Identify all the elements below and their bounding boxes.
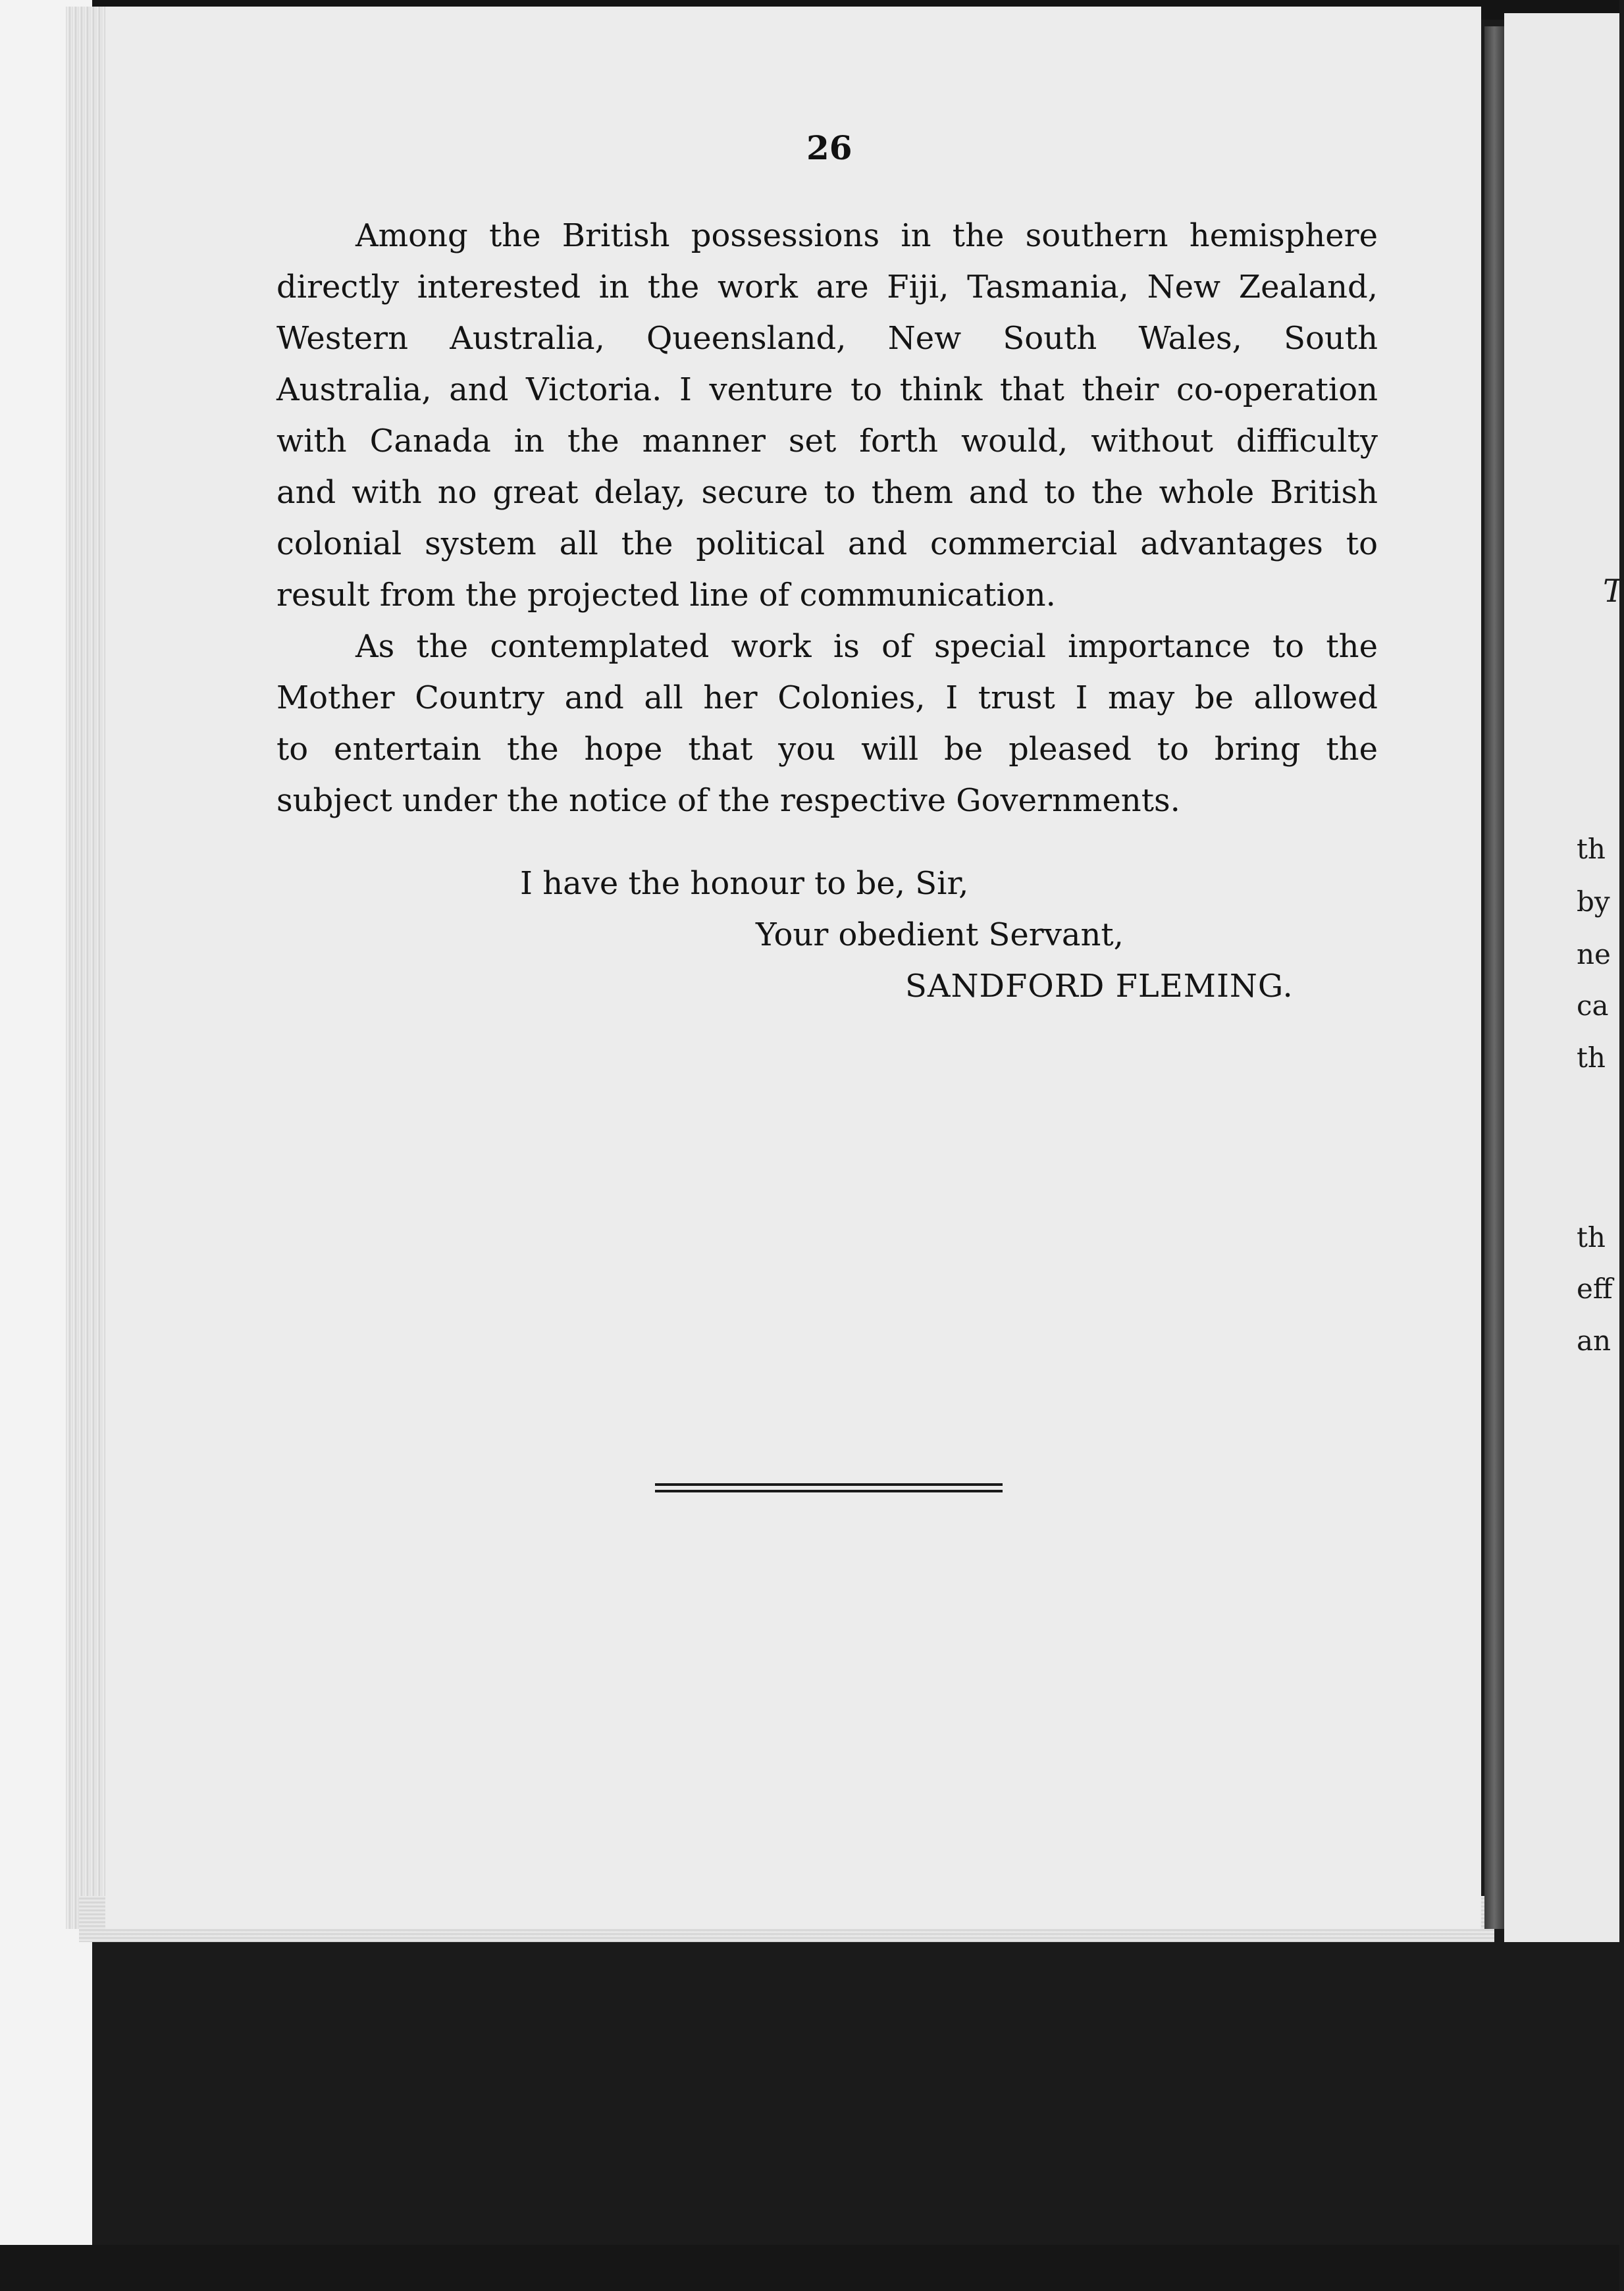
- adjacent-page-fragment: T: [1603, 573, 1624, 610]
- paragraph-1-line-2: directly interested in the work are Fiji, Tasmania, New Zealand,: [276, 269, 1378, 305]
- paragraph-1-line-8: result from the projected line of communication.: [276, 577, 1056, 614]
- adjacent-page: [1504, 13, 1624, 1942]
- double-rule-divider: [655, 1483, 1003, 1492]
- paragraph-2-line-2: Mother Country and all her Colonies, I trust I may be allowed: [276, 679, 1378, 716]
- paragraph-1-line-3: Western Australia, Queensland, New South Wales, South: [276, 320, 1378, 357]
- adjacent-page-fragment: ca: [1577, 989, 1609, 1022]
- adjacent-page-fragment: ne: [1577, 938, 1611, 970]
- book-gutter: [1484, 26, 1504, 1929]
- paragraph-2-line-3: to entertain the hope that you will be pleased to bring the: [276, 731, 1378, 768]
- paragraph-2-line-1: As the contemplated work is of special importance to the: [355, 628, 1378, 665]
- paragraph-1-line-4: Australia, and Victoria. I venture to think that their co-operation: [276, 371, 1378, 408]
- adjacent-page-fragment: by: [1577, 885, 1610, 918]
- page-number: 26: [806, 128, 852, 167]
- paragraph-1-line-5: with Canada in the manner set forth would, without difficulty: [276, 423, 1378, 460]
- paragraph-1-line-6: and with no great delay, secure to them and to the whole British: [276, 474, 1378, 511]
- scan-bottom-border: [0, 2245, 1619, 2291]
- signature-name: SANDFORD FLEMING.: [905, 968, 1294, 1005]
- closing-salutation: I have the honour to be, Sir,: [520, 865, 969, 902]
- closing-complimentary: Your obedient Servant,: [756, 916, 1124, 953]
- paragraph-1-line-7: colonial system all the political and commercial advantages to: [276, 525, 1378, 562]
- adjacent-page-fragment: an: [1577, 1325, 1611, 1357]
- adjacent-page-fragment: th: [1577, 833, 1606, 865]
- adjacent-page-fragment: th: [1577, 1221, 1606, 1253]
- adjacent-page-fragment: th: [1577, 1041, 1606, 1074]
- adjacent-page-fragment: eff: [1577, 1273, 1613, 1305]
- paragraph-1-line-1: Among the British possessions in the southern hemisphere: [355, 217, 1378, 254]
- paragraph-2-line-4: subject under the notice of the respective Governments.: [276, 782, 1180, 819]
